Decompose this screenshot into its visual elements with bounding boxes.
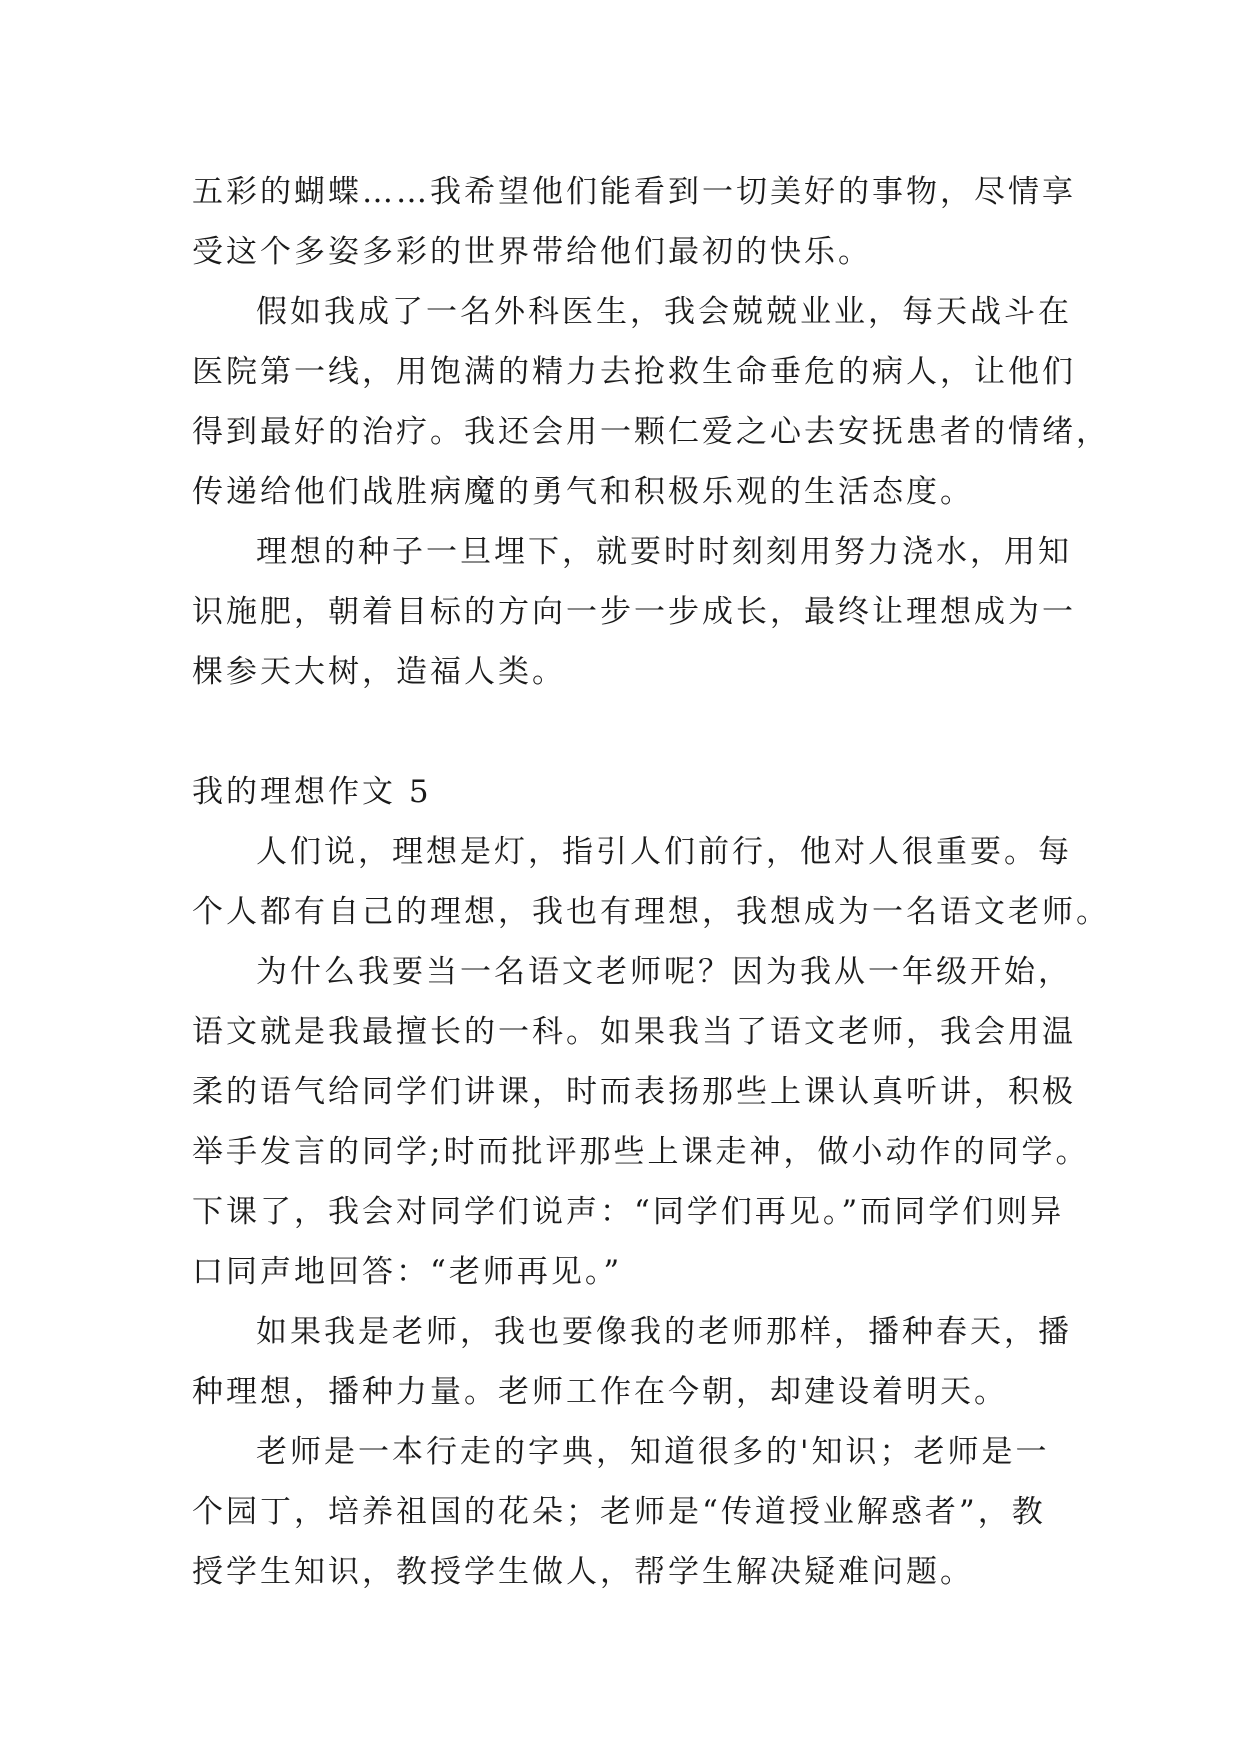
text-line: 理想的种子一旦埋下，就要时时刻刻用努力浇水，用知 xyxy=(256,534,1072,570)
text-line: 口同声地回答：“老师再见。” xyxy=(192,1254,623,1290)
text-line: 举手发言的同学;时而批评那些上课走神，做小动作的同学。 xyxy=(192,1134,1090,1170)
section-gap xyxy=(192,702,1060,762)
text-line: 为什么我要当一名语文老师呢？因为我从一年级开始， xyxy=(256,954,1072,990)
text-line: 传递给他们战胜病魔的勇气和积极乐观的生活态度。 xyxy=(192,474,974,510)
text-line: 老师是一本行走的字典，知道很多的'知识；老师是一 xyxy=(256,1434,1050,1470)
text-line: 五彩的蝴蝶……我希望他们能看到一切美好的事物，尽情享 xyxy=(192,174,1076,210)
text-line: 柔的语气给同学们讲课，时而表扬那些上课认真听讲，积极 xyxy=(192,1074,1076,1110)
text-line: 种理想，播种力量。老师工作在今朝，却建设着明天。 xyxy=(192,1374,1008,1410)
section-heading: 我的理想作文 5 xyxy=(192,774,432,810)
document-body xyxy=(192,162,1110,1602)
text-line: 如果我是老师，我也要像我的老师那样，播种春天，播 xyxy=(256,1314,1072,1350)
text-line: 个人都有自己的理想，我也有理想，我想成为一名语文老师。 xyxy=(192,894,1110,930)
text-line: 人们说，理想是灯，指引人们前行，他对人很重要。每 xyxy=(256,834,1072,870)
text-line: 识施肥，朝着目标的方向一步一步成长，最终让理想成为一 xyxy=(192,594,1076,630)
text-line: 授学生知识，教授学生做人，帮学生解决疑难问题。 xyxy=(192,1554,974,1590)
text-line: 医院第一线，用饱满的精力去抢救生命垂危的病人，让他们 xyxy=(192,354,1076,390)
text-line: 语文就是我最擅长的一科。如果我当了语文老师，我会用温 xyxy=(192,1014,1076,1050)
text-line: 棵参天大树，造福人类。 xyxy=(192,654,566,690)
text-line: 下课了，我会对同学们说声：“同学们再见。”而同学们则异 xyxy=(192,1194,1065,1230)
text-line: 受这个多姿多彩的世界带给他们最初的快乐。 xyxy=(192,234,872,270)
text-line: 假如我成了一名外科医生，我会兢兢业业，每天战斗在 xyxy=(256,294,1072,330)
text-line: 个园丁，培养祖国的花朵；老师是“传道授业解惑者”，教 xyxy=(192,1494,1046,1530)
text-line: 得到最好的治疗。我还会用一颗仁爱之心去安抚患者的情绪， xyxy=(192,414,1110,450)
